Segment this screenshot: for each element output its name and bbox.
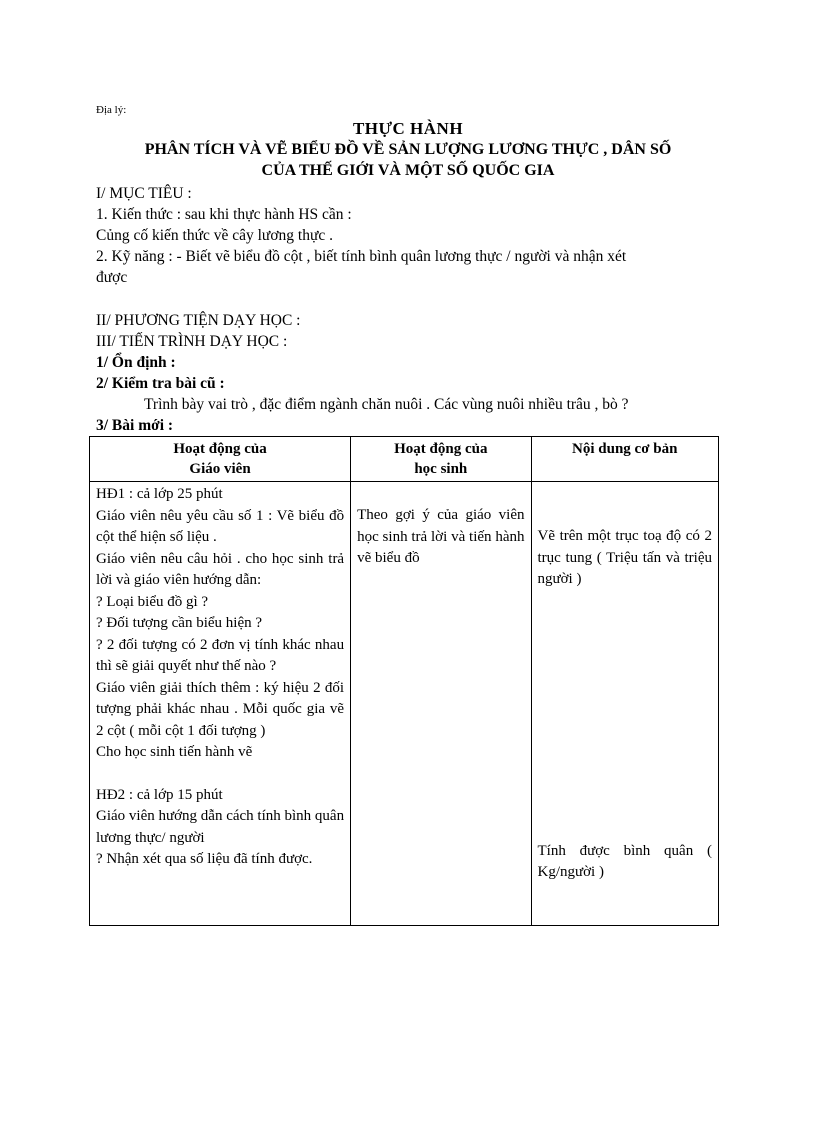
subtitle-line-2: CỦA THẾ GIỚI VÀ MỘT SỐ QUỐC GIA — [261, 162, 555, 179]
hd1-q2: ? Đối tượng cần biểu hiện ? — [96, 615, 263, 631]
hd1-title: HĐ1 : cả lớp 25 phút — [96, 486, 223, 502]
hd1-yeu-cau: Giáo viên nêu yêu cầu số 1 : Vẽ biểu đồ cột thể hiện số liệu . — [96, 507, 345, 545]
cell-noi-dung — [531, 482, 719, 926]
hd1-q3: ? 2 đối tượng có 2 đơn vị tính khác nhau thì sẽ giải quyết như thế nào ? — [96, 636, 345, 674]
kiem-tra-line: 2/ Kiểm tra bài cũ : — [96, 375, 225, 392]
header-hoc-sinh — [351, 437, 531, 482]
kien-thuc-line: 1. Kiến thức : sau khi thực hành HS cần : — [96, 206, 352, 223]
cell-hoc-sinh — [351, 482, 531, 926]
header-col1-line1: Hoạt động của — [173, 441, 267, 457]
cau-hoi-bai-cu: Trình bày vai trò , đặc điểm ngành chăn nuôi . Các vùng nuôi nhiều trâu , bò ? — [144, 396, 629, 413]
duoc-line: được — [96, 269, 128, 286]
cell-giao-vien — [90, 482, 351, 926]
ky-nang-line: 2. Kỹ năng : - Biết vẽ biểu đồ cột , biết tính bình quân lương thực / người và nhận xét — [96, 248, 627, 265]
hd1-cau-hoi: Giáo viên nêu câu hỏi . cho học sinh trả lời và giáo viên hướng dẫn: — [96, 550, 345, 588]
header-col2-line1: Hoạt động của — [394, 441, 488, 457]
noi-dung-ve: Vẽ trên một trục toạ độ có 2 trục tung ( Triệu tấn và triệu người ) — [537, 528, 712, 587]
table-header-row — [90, 437, 719, 482]
on-dinh-line: 1/ Ổn định : — [96, 354, 176, 371]
section-tien-trinh: III/ TIẾN TRÌNH DẠY HỌC : — [96, 333, 288, 350]
hd1-giai-thich: Giáo viên giải thích thêm : ký hiệu 2 đối tượng phải khác nhau . Mỗi quốc gia vẽ 2 cột ( mỗi cột 1 đối tượng ) — [96, 679, 345, 739]
hd1-tien-hanh: Cho học sinh tiến hành vẽ — [96, 744, 253, 760]
hd2-huong-dan: Giáo viên hướng dẫn cách tính bình quân lương thực/ người — [96, 808, 345, 846]
section-phuong-tien: II/ PHƯƠNG TIỆN DẠY HỌC : — [96, 312, 301, 329]
bai-moi-line: 3/ Bài mới : — [96, 417, 174, 434]
header-noi-dung — [531, 437, 719, 482]
noi-dung-tinh: Tính được bình quân ( Kg/người ) — [537, 842, 712, 880]
section-muc-tieu: I/ MỤC TIÊU : — [96, 185, 192, 202]
hoc-sinh-text: Theo gợi ý của giáo viên học sinh trả lời và tiến hành vẽ biểu đồ — [357, 507, 525, 566]
hd2-title: HĐ2 : cả lớp 15 phút — [96, 786, 223, 803]
page-title: THỰC HÀNH — [352, 119, 464, 138]
header-col2-line2: học sinh — [414, 461, 468, 477]
header-col1-line2: Giáo viên — [189, 461, 251, 477]
subject-label: Địa lý: — [96, 104, 127, 116]
hd2-nhan-xet: ? Nhận xét qua số liệu đã tính được. — [96, 851, 313, 867]
cung-co-line: Củng cố kiến thức về cây lương thực . — [96, 227, 333, 244]
subtitle-line-1: PHÂN TÍCH VÀ VẼ BIỂU ĐỒ VỀ SẢN LƯỢNG LƯƠNG THỰC , DÂN SỐ — [144, 141, 672, 158]
hd1-q1: ? Loại biểu đồ gì ? — [96, 593, 209, 610]
lesson-table — [89, 436, 719, 926]
header-giao-vien — [90, 437, 351, 482]
header-col3: Nội dung cơ bản — [572, 441, 678, 457]
table-row — [90, 482, 719, 926]
